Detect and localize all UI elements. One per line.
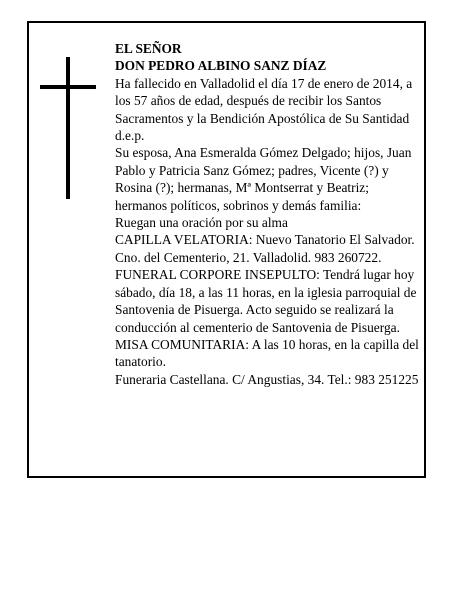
cross-icon: [40, 57, 96, 199]
death-notice: Ha fallecido en Valladolid el día 17 de enero de 2014, a los 57 años de edad, después de recibir los Santos Sacramentos y la Bendición Apostólica de Su Santidad d.e.p.: [115, 75, 413, 144]
prayer-request: Ruegan una oración por su alma: [115, 215, 288, 231]
mass-info: MISA COMUNITARIA: A las 10 horas, en la capilla del tanatorio.: [115, 336, 419, 370]
obituary-text: [115, 40, 421, 388]
wake-info: CAPILLA VELATORIA: Nuevo Tanatorio El Salvador. Cno. del Cementerio, 21. Valladolid. 983 260722.: [115, 232, 415, 265]
funeral-home-info: Funeraria Castellana. C/ Angustias, 34. Tel.: 983 251225: [115, 371, 419, 387]
obituary-heading: EL SEÑOR: [115, 41, 182, 56]
family-list: Su esposa, Ana Esmeralda Gómez Delgado; hijos, Juan Pablo y Patricia Sanz Gómez; padres, Vicente (?) y Rosina (?); hermanas, Mª Montserrat y Beatriz; hermanos políticos, sobrinos y demás familia:: [115, 145, 412, 213]
obituary-frame: [27, 21, 426, 478]
deceased-name: DON PEDRO ALBINO SANZ DÍAZ: [115, 58, 327, 74]
funeral-info: FUNERAL CORPORE INSEPULTO: Tendrá lugar hoy sábado, día 18, a las 11 horas, en la iglesia parroquial de Santovenia de Pisuerga. Acto seguido se realizará la conducción al cementerio de Santovenia de Pisuerga.: [115, 267, 417, 335]
